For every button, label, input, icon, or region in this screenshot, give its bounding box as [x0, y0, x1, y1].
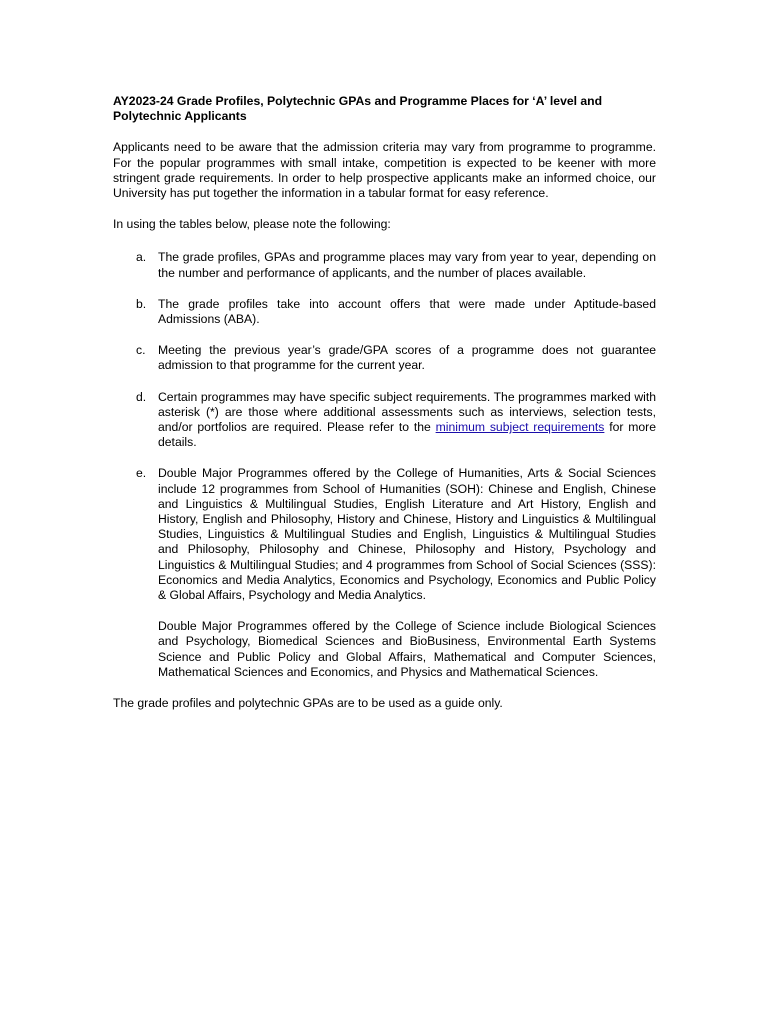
list-item-text: Meeting the previous year’s grade/GPA scores of a programme does not guarantee admission to that programme for the current year. — [158, 343, 656, 373]
list-item-text-after: for more details. — [158, 420, 656, 450]
list-lead-in: In using the tables below, please note the following: — [113, 217, 391, 232]
list-marker: b. — [136, 296, 147, 311]
list-marker: d. — [136, 389, 147, 404]
list-item-c — [113, 343, 656, 373]
list-item-e — [113, 466, 656, 680]
minimum-subject-requirements-link[interactable]: minimum subject requirements — [435, 420, 605, 435]
list-item-text: The grade profiles take into account offers that were made under Aptitude-based Admissions (ABA). — [158, 296, 656, 327]
closing-note: The grade profiles and polytechnic GPAs are to be used as a guide only. — [113, 696, 503, 711]
list-item-text — [158, 390, 656, 451]
intro-paragraph: Applicants need to be aware that the admission criteria may vary from programme to programme. For the popular programmes with small intake, competition is expected to be keener with more stringent grade requirements. In order to help prospective applicants make an informed choice, our University has put together the information in a tabular format for easy reference. — [113, 140, 656, 201]
list-item-text-before: Certain programmes may have specific subject requirements. The programmes marked with asterisk (*) are those where additional assessments such as interviews, selection tests, and/or portfolios are required. Please refer to the — [158, 389, 656, 435]
list-item-d — [113, 390, 656, 451]
list-item-paragraph-1: Double Major Programmes offered by the College of Humanities, Arts & Social Sciences include 12 programmes from School of Humanities (SOH): Chinese and English, Chinese and Linguistics & Multilingual Studies, English Literature and Art History, English and History, English and Philosophy, History and Chinese, History and Linguistics & Multilingual Studies, Linguistics & Multilingual Studies and English, Linguistics & Multilingual Studies and Philosophy, Philosophy and Chinese, Philosophy and History, Psychology and Linguistics & Multilingual Studies; and 4 programmes from School of Social Sciences (SSS): Economics and Media Analytics, Economics and Psychology, Economics and Public Policy & Global Affairs, Psychology and Media Analytics. — [158, 466, 656, 603]
list-marker: a. — [136, 250, 147, 265]
list-marker: e. — [136, 466, 147, 481]
list-marker: c. — [136, 343, 146, 358]
list-item-b — [113, 297, 656, 327]
list-item-text: The grade profiles, GPAs and programme places may vary from year to year, depending on the number and performance of applicants, and the number of places available. — [158, 250, 656, 280]
document-page — [113, 94, 656, 711]
list-item-a — [113, 250, 656, 280]
document-title: AY2023-24 Grade Profiles, Polytechnic GPAs and Programme Places for ‘A’ level and Polytechnic Applicants — [113, 94, 603, 124]
list-item-paragraph-2: Double Major Programmes offered by the College of Science include Biological Sciences and Psychology, Biomedical Sciences and BioBusiness, Environmental Earth Systems Science and Public Policy and Global Affairs, Mathematical and Computer Sciences, Mathematical Sciences and Economics, and Physics and Mathematical Sciences. — [158, 619, 656, 679]
